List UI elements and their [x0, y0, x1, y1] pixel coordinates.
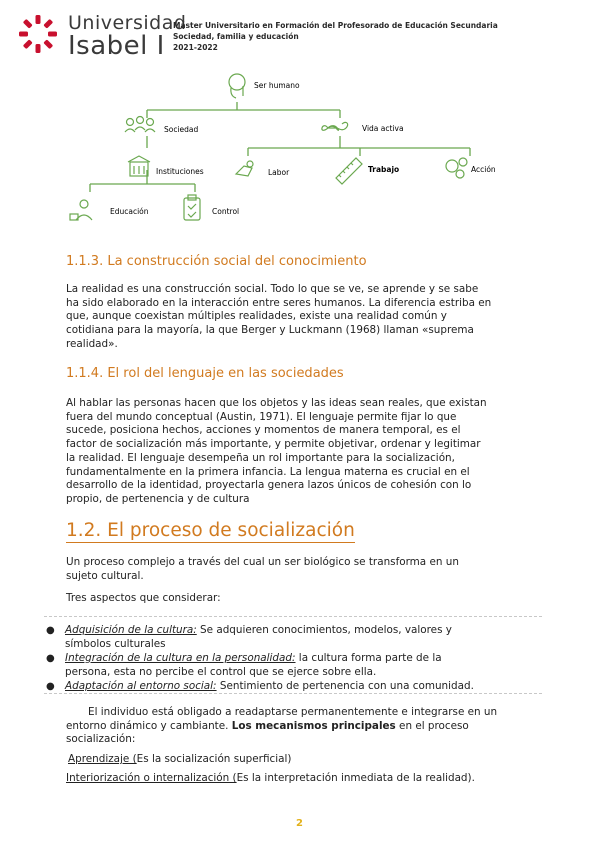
labor-hands-icon: [236, 161, 253, 176]
text-line: que, aunque coexistan múltiples realidades, existe una realidad común y: [66, 310, 447, 323]
paragraph-proceso-intro: [66, 556, 540, 583]
text-line: la realidad. El lenguaje desempeña un rol importante para la socialización,: [66, 451, 455, 464]
diagram-node-control: Control: [212, 207, 240, 216]
bullet-term: Integración de la cultura en la personalidad:: [65, 652, 296, 664]
teacher-student-icon: [70, 200, 92, 220]
text-line: sujeto cultural.: [66, 569, 144, 582]
people-group-icon: [125, 117, 155, 133]
text-line: sucede, posiciona hechos, acciones y momentos de manera temporal, es el: [66, 424, 461, 437]
university-name-line1: Universidad: [68, 12, 187, 34]
mechanisms-bold: Los mecanismos principales: [231, 719, 396, 732]
bullet-term: Adquisición de la cultura:: [65, 624, 197, 636]
aspects-bullet-list: [44, 616, 542, 694]
diagram-connectors: [90, 102, 470, 192]
human-head-icon: [229, 74, 245, 98]
mechanism-desc: Es la socialización superficial): [136, 753, 292, 765]
bullet-body-cont: persona, esta no percibe el control que se ejerce sobre ella.: [65, 665, 377, 678]
paragraph-rol-lenguaje: [66, 397, 540, 507]
text-line: fundamentalmente en la primera infancia. La lengua materna es crucial en el: [66, 465, 470, 478]
mechanism-desc: Es la interpretación inmediata de la realidad).: [236, 772, 475, 784]
university-name-line2: Isabel I: [68, 31, 165, 61]
text-line: El individuo está obligado a readaptarse permanentemente e integrarse en un: [88, 706, 498, 718]
paragraph-readaptacion: [66, 706, 540, 747]
diagram-node-sociedad: Sociedad: [164, 125, 199, 134]
section-heading-1-1-3: 1.1.3. La construcción social del conocimiento: [66, 254, 367, 269]
text-fragment: entorno dinámico y cambiante.: [66, 719, 229, 732]
bullet-term: Adaptación al entorno social:: [65, 680, 217, 692]
bullet-body: Sentimiento de pertenencia con una comunidad.: [216, 680, 474, 692]
bullet-item: [44, 680, 542, 694]
mechanism-term: Interiorización o internalización (: [66, 772, 237, 784]
text-line: propio, de pertenencia y de cultura: [66, 492, 250, 505]
text-line: La realidad es una construcción social. Todo lo que se ve, se aprende y se sabe: [66, 283, 479, 295]
section-heading-1-1-4: 1.1.4. El rol del lenguaje en las sociedades: [66, 366, 344, 381]
text-line: cotidiana para la mayoría, la que Berger y Luckmann (1968) llaman «suprema: [66, 324, 474, 337]
saw-tool-icon: [336, 158, 362, 184]
text-line: desarrollo de la identidad, proyectarla genera lazos únicos de cohesión con lo: [66, 479, 472, 492]
text-fragment: en el proceso: [395, 719, 469, 732]
aspects-intro: Tres aspectos que considerar:: [66, 592, 221, 604]
bullet-dot-icon: ●: [46, 625, 55, 636]
social-structure-diagram: [60, 64, 540, 234]
bullet-item: [44, 624, 542, 651]
diagram-node-accion: Acción: [471, 165, 496, 174]
diagram-node-instituciones: Instituciones: [156, 167, 204, 176]
bullet-body: Se adquieren conocimientos, modelos, valores y: [196, 624, 452, 636]
diagram-node-educacion: Educación: [110, 207, 149, 216]
infinity-icon: [322, 122, 348, 130]
action-gears-icon: [446, 158, 467, 178]
section-heading-1-2: 1.2. El proceso de socialización: [66, 520, 355, 541]
text-line: ha sido elaborado en la interacción entre seres humanos. La diferencia estriba en: [66, 296, 492, 309]
bullet-item: [44, 652, 542, 679]
academic-year: 2021-2022: [173, 43, 218, 52]
text-line: [66, 720, 540, 734]
diagram-node-ser-humano: Ser humano: [254, 81, 300, 90]
text-line: realidad».: [66, 337, 118, 350]
bullet-body-cont: símbolos culturales: [65, 637, 166, 650]
mechanism-term: Aprendizaje (: [68, 753, 137, 765]
bullet-text: [65, 652, 542, 679]
diagram-node-trabajo: Trabajo: [368, 165, 400, 174]
page-number: 2: [296, 818, 303, 829]
text-line: fuera del mundo conceptual (Austin, 1971). El lenguaje permite fijar lo que: [66, 410, 457, 423]
bullet-text: [65, 624, 542, 651]
mechanism-aprendizaje: [68, 753, 542, 767]
clipboard-control-icon: [184, 195, 200, 220]
text-line: factor de socialización más importante, y permite objetivar, ordenar y legitimar: [66, 438, 481, 451]
text-line: Al hablar las personas hacen que los objetos y las ideas sean reales, que existan: [66, 397, 487, 409]
diagram-node-labor: Labor: [268, 168, 290, 177]
text-line: socialización:: [66, 733, 136, 746]
bullet-body: la cultura forma parte de la: [295, 652, 442, 664]
mechanism-interiorizacion: [66, 772, 540, 786]
bullet-dot-icon: ●: [46, 653, 55, 664]
bullet-text: [65, 680, 542, 694]
paragraph-construccion-social: [66, 283, 540, 352]
subject-title: Sociedad, familia y educación: [173, 32, 299, 41]
university-logo-icon: [18, 14, 58, 54]
bullet-dot-icon: ●: [46, 681, 55, 692]
course-title: Máster Universitario en Formación del Profesorado de Educación Secundaria: [173, 21, 498, 30]
diagram-node-vida-activa: Vida activa: [362, 124, 404, 133]
text-line: Un proceso complejo a través del cual un ser biológico se transforma en un: [66, 556, 459, 568]
